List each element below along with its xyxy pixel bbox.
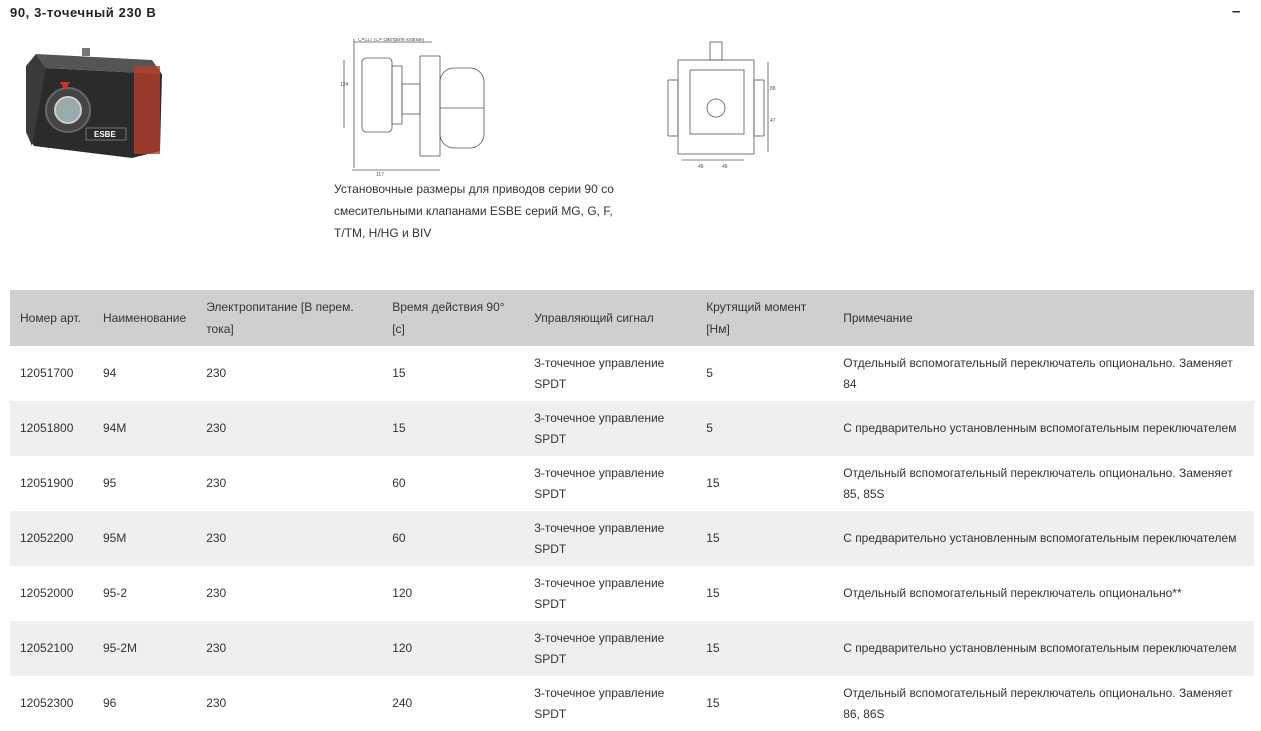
brand-label: ESBE bbox=[94, 130, 116, 139]
product-table bbox=[10, 290, 1254, 731]
header-article: Номер арт. bbox=[20, 311, 81, 325]
table-row bbox=[10, 621, 1254, 676]
cell-power: 230 bbox=[206, 586, 227, 600]
header-time: Время действия 90° [с] bbox=[392, 300, 505, 336]
table-row bbox=[10, 676, 1254, 731]
cell-torque: 15 bbox=[706, 531, 720, 545]
dim-right-top: 88 bbox=[770, 86, 776, 92]
cell-article: 12051700 bbox=[20, 366, 74, 380]
cell-time: 60 bbox=[392, 476, 406, 490]
cell-time: 240 bbox=[392, 696, 413, 710]
cell-signal: 3-точечное управление SPDT bbox=[534, 355, 665, 391]
cell-article: 12052300 bbox=[20, 696, 74, 710]
cell-time: 15 bbox=[392, 421, 406, 435]
cell-power: 230 bbox=[206, 421, 227, 435]
cell-note: Отдельный вспомогательный переключатель опционально. Заменяет 85, 85S bbox=[843, 465, 1233, 501]
cell-power: 230 bbox=[206, 476, 227, 490]
cell-name: 95-2M bbox=[103, 641, 138, 655]
cell-signal: 3-точечное управление SPDT bbox=[534, 685, 665, 721]
table-header-row bbox=[10, 290, 1254, 346]
cell-name: 95M bbox=[103, 531, 127, 545]
cell-time: 60 bbox=[392, 531, 406, 545]
table-row bbox=[10, 456, 1254, 511]
cell-article: 12052100 bbox=[20, 641, 74, 655]
cell-signal: 3-точечное управление SPDT bbox=[534, 410, 665, 446]
cell-note: С предварительно установленным вспомогательным переключателем bbox=[843, 531, 1237, 545]
dim-bottom: 117 bbox=[376, 172, 384, 178]
cell-power: 230 bbox=[206, 531, 227, 545]
cell-time: 15 bbox=[392, 366, 406, 380]
cell-power: 230 bbox=[206, 366, 227, 380]
dim-height: 124 bbox=[340, 82, 349, 88]
cell-name: 94M bbox=[103, 421, 127, 435]
table-row bbox=[10, 346, 1254, 401]
cell-article: 12052200 bbox=[20, 531, 74, 545]
cell-article: 12051900 bbox=[20, 476, 74, 490]
header-note: Примечание bbox=[843, 311, 913, 325]
dimension-drawing-side bbox=[340, 38, 490, 178]
header-power: Электропитание [В перем. тока] bbox=[206, 300, 354, 336]
cell-time: 120 bbox=[392, 586, 413, 600]
section-title: 90, 3-точечный 230 В bbox=[10, 5, 157, 20]
cell-time: 120 bbox=[392, 641, 413, 655]
table-row bbox=[10, 511, 1254, 566]
cell-note: С предварительно установленным вспомогательным переключателем bbox=[843, 421, 1237, 435]
cell-name: 94 bbox=[103, 366, 117, 380]
cell-name: 96 bbox=[103, 696, 117, 710]
dim-right-bottom: 47 bbox=[770, 118, 776, 124]
cell-name: 95 bbox=[103, 476, 117, 490]
cell-signal: 3-точечное управление SPDT bbox=[534, 630, 665, 666]
cell-signal: 3-точечное управление SPDT bbox=[534, 520, 665, 556]
cell-note: Отдельный вспомогательный переключатель опционально** bbox=[843, 586, 1182, 600]
dimension-drawing-front bbox=[662, 40, 782, 172]
cell-name: 95-2 bbox=[103, 586, 128, 600]
cell-torque: 5 bbox=[706, 366, 713, 380]
cell-note: Отдельный вспомогательный переключатель опционально. Заменяет 84 bbox=[843, 355, 1233, 391]
cell-power: 230 bbox=[206, 696, 227, 710]
cell-torque: 15 bbox=[706, 586, 720, 600]
cell-note: С предварительно установленным вспомогательным переключателем bbox=[843, 641, 1237, 655]
cell-power: 230 bbox=[206, 641, 227, 655]
collapse-button[interactable]: – bbox=[1232, 3, 1241, 20]
table-row bbox=[10, 401, 1254, 456]
dim-top: C=117 (C= смотрите клапан) bbox=[358, 38, 425, 43]
actuator-photo bbox=[22, 46, 167, 158]
cell-article: 12052000 bbox=[20, 586, 74, 600]
table-row bbox=[10, 566, 1254, 621]
cell-torque: 15 bbox=[706, 696, 720, 710]
dim-width-left: 48 bbox=[698, 164, 704, 170]
cell-torque: 15 bbox=[706, 641, 720, 655]
header-signal: Управляющий сигнал bbox=[534, 311, 654, 325]
cell-signal: 3-точечное управление SPDT bbox=[534, 465, 665, 501]
dim-width-right: 48 bbox=[722, 164, 728, 170]
cell-article: 12051800 bbox=[20, 421, 74, 435]
cell-torque: 5 bbox=[706, 421, 713, 435]
cell-signal: 3-точечное управление SPDT bbox=[534, 575, 665, 611]
cell-note: Отдельный вспомогательный переключатель опционально. Заменяет 86, 86S bbox=[843, 685, 1233, 721]
header-name: Наименование bbox=[103, 311, 187, 325]
header-torque: Крутящий момент [Нм] bbox=[706, 300, 807, 336]
cell-torque: 15 bbox=[706, 476, 720, 490]
drawing-caption: Установочные размеры для приводов серии 90 со смесительными клапанами ESBE серий MG, G, F, T/TM, H/HG и BIV bbox=[334, 182, 614, 240]
